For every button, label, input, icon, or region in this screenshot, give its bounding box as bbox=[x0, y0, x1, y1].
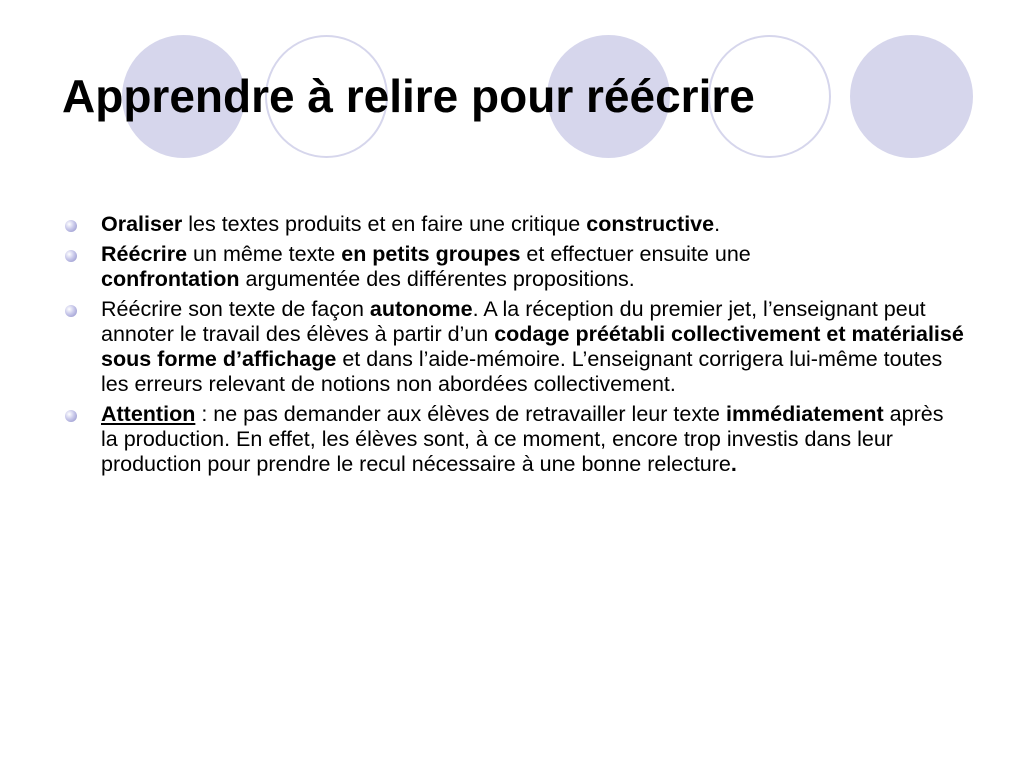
circle-bullet-icon bbox=[65, 410, 77, 422]
decor-circle-filled bbox=[850, 35, 973, 158]
bullet-text: après la production. En effet, les élèves sont, à ce moment, encore trop investis dans leur production pour prendre le recul nécessaire à une bonne relecture bbox=[101, 402, 944, 476]
bullet-text-bold: en petits groupes bbox=[341, 242, 521, 266]
bullet-text-bold: codage préétabli collectivement et matérialisé sous forme d’affichage bbox=[101, 322, 964, 371]
bullet-text-bold: autonome bbox=[369, 297, 473, 321]
bullet-text-bold: confrontation bbox=[101, 267, 240, 291]
bullet-text: et dans l’aide-mémoire. L’enseignant corrigera lui-même toutes les erreurs relevant de notions non abordées collectivement. bbox=[101, 347, 943, 396]
circle-bullet-icon bbox=[65, 250, 77, 262]
bullet-list bbox=[64, 212, 964, 482]
bullet-item-attention bbox=[64, 402, 964, 477]
bullet-text-bold: Oraliser bbox=[101, 212, 183, 236]
bullet-item-oraliser bbox=[64, 212, 964, 237]
bullet-text-bold: Réécrire bbox=[101, 242, 188, 266]
bullet-text: un même texte bbox=[187, 242, 342, 266]
bullet-text-bold: immédiatement bbox=[725, 402, 884, 426]
bullet-text: : ne pas demander aux élèves de retravailler leur texte bbox=[195, 402, 726, 426]
slide-title: Apprendre à relire pour réécrire bbox=[62, 70, 755, 122]
bullet-text: Réécrire son texte de façon bbox=[101, 297, 370, 321]
bullet-item-reecrire-autonome bbox=[64, 297, 964, 397]
bullet-text: et effectuer ensuite une bbox=[520, 242, 751, 266]
bullet-text: . A la réception du premier jet, l’enseignant peut annoter le travail des élèves à partir d’un bbox=[101, 297, 926, 346]
bullet-item-reecrire-groupes bbox=[64, 242, 964, 292]
bullet-text: argumentée des différentes propositions. bbox=[239, 267, 635, 291]
circle-bullet-icon bbox=[65, 220, 77, 232]
bullet-text-bold: constructive bbox=[586, 212, 715, 236]
bullet-text: les textes produits et en faire une critique bbox=[182, 212, 587, 236]
bullet-text-bold: . bbox=[730, 452, 737, 476]
circle-bullet-icon bbox=[65, 305, 77, 317]
bullet-text: . bbox=[714, 212, 721, 236]
bullet-text-bold-underline: Attention bbox=[101, 402, 196, 426]
